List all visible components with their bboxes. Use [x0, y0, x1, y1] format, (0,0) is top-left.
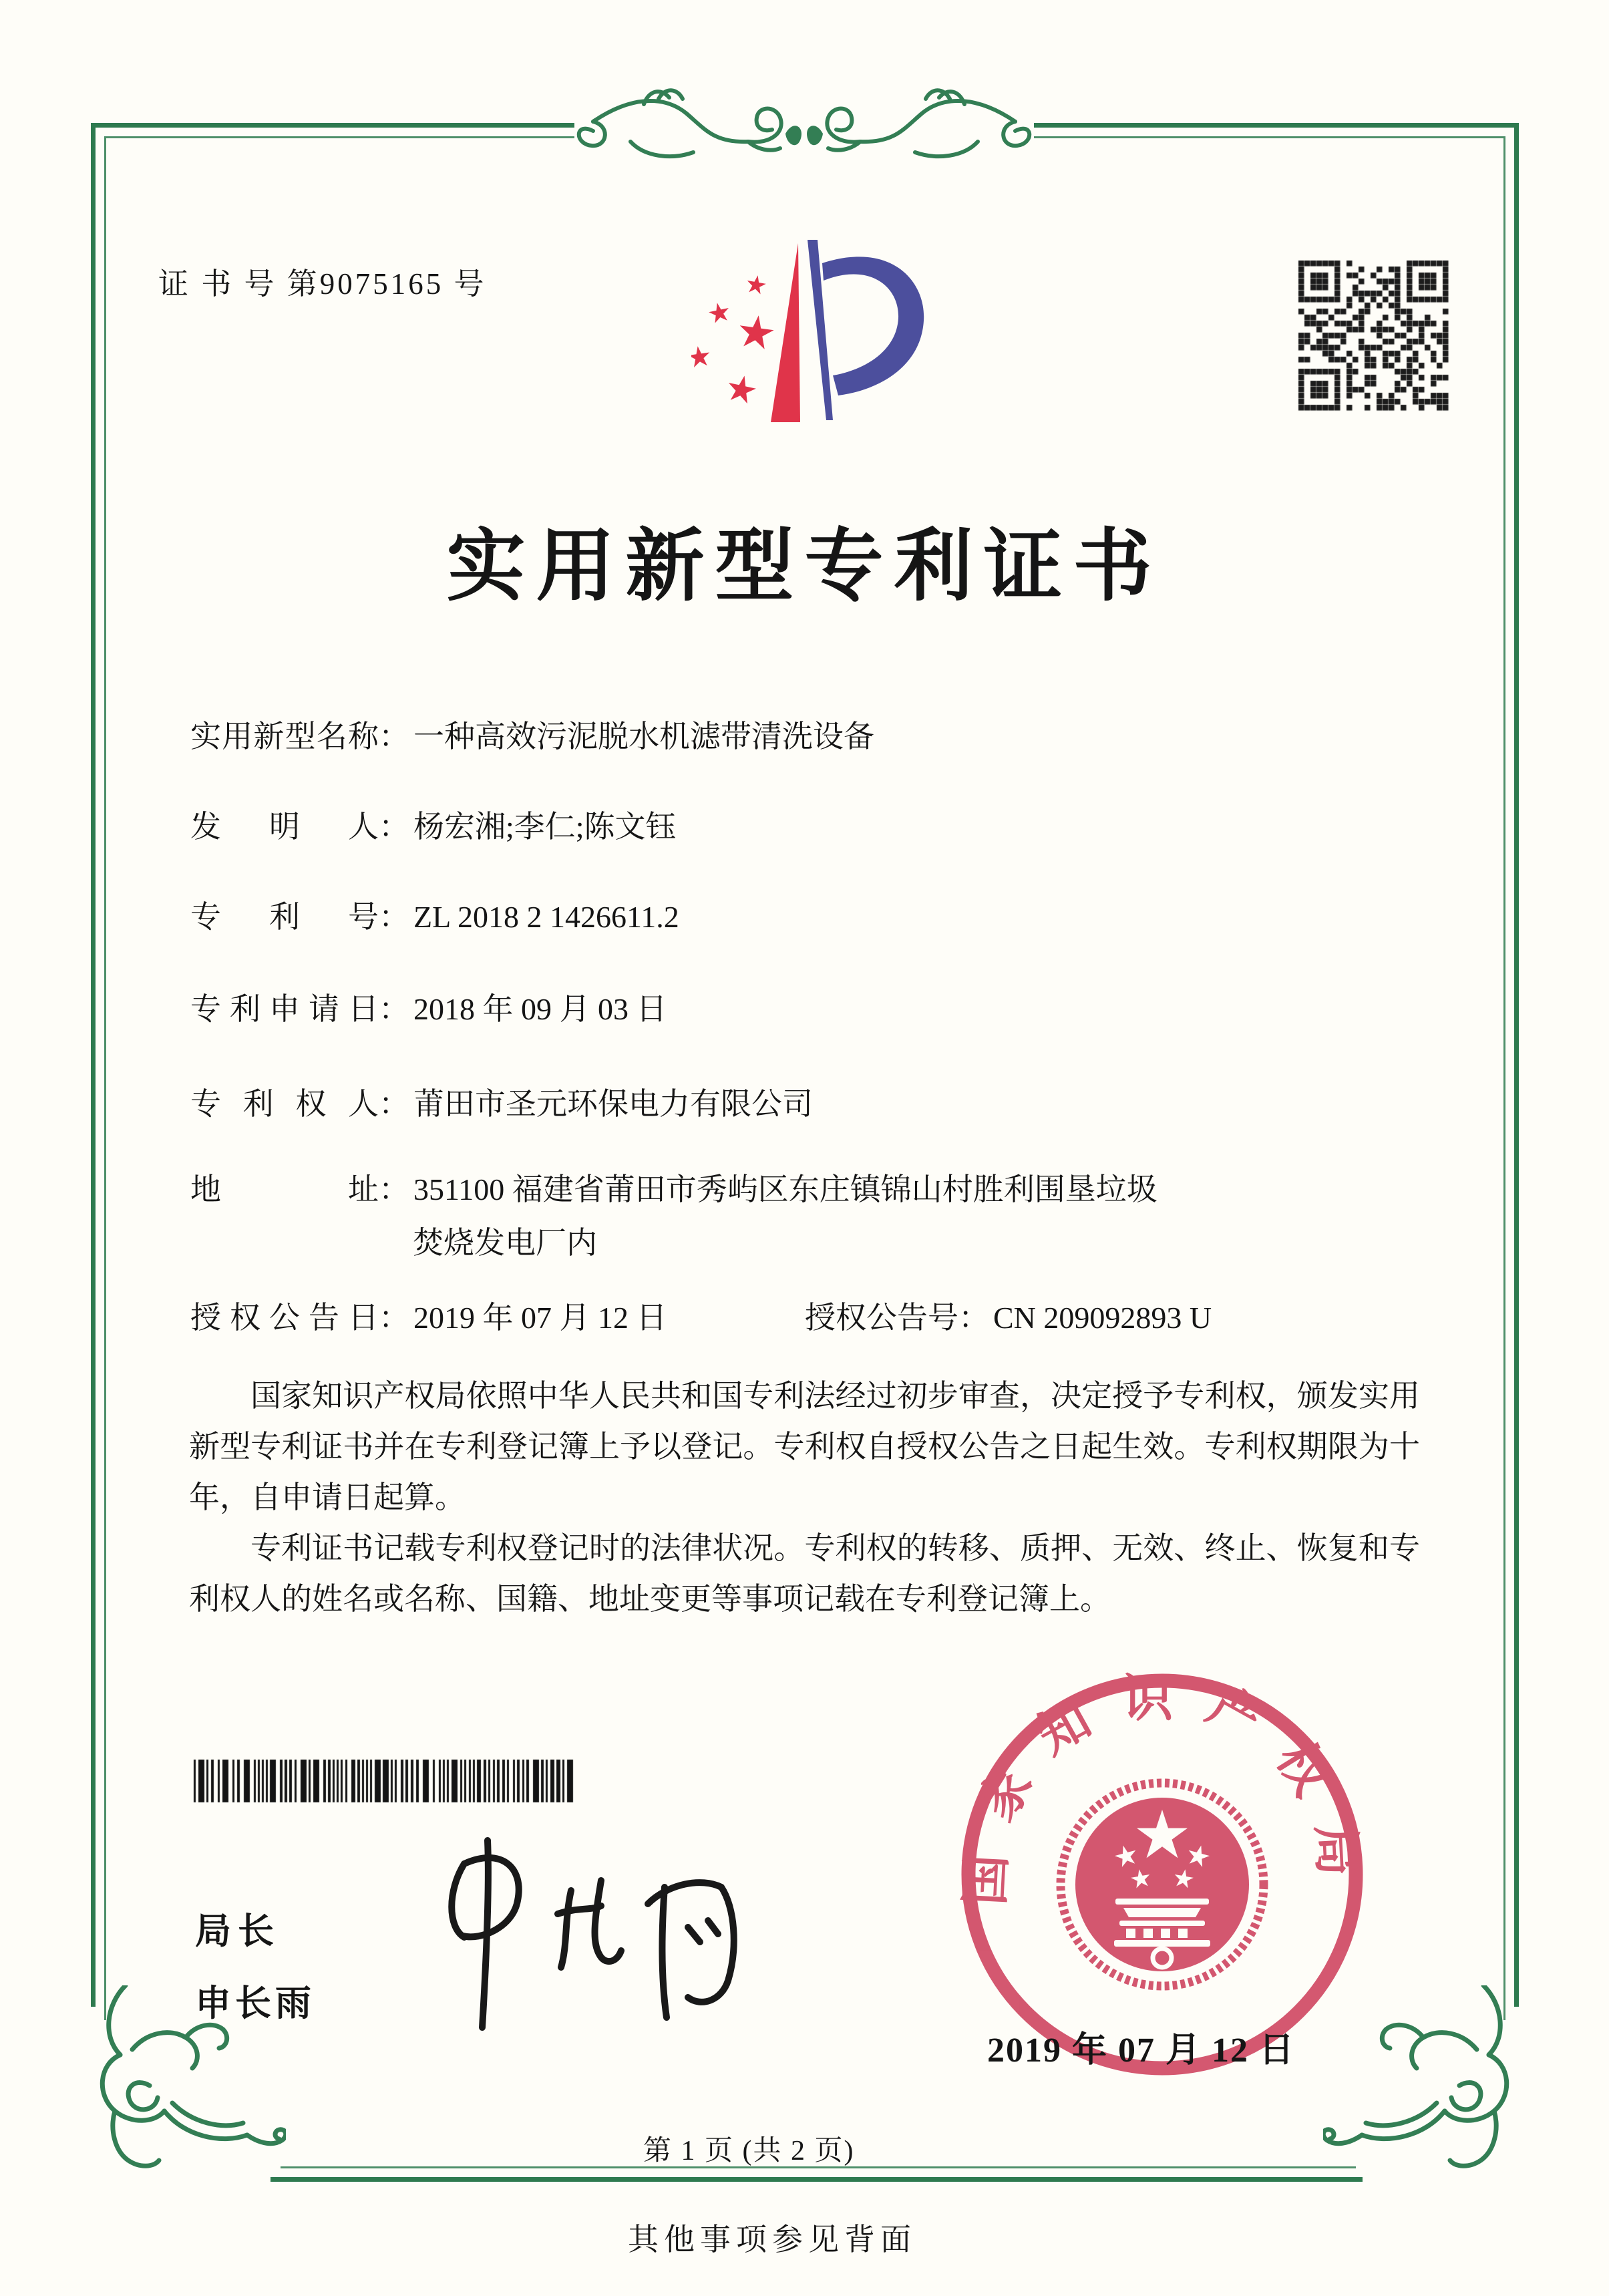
cnipa-logo-icon	[691, 235, 932, 429]
field-value: 莆田市圣元环保电力有限公司	[413, 1087, 813, 1121]
field-value: ZL 2018 2 1426611.2	[413, 900, 679, 934]
director-name: 申长雨	[195, 1983, 315, 2023]
field-row-patent-no	[190, 892, 679, 937]
national-emblem-icon	[1061, 1783, 1264, 1986]
field-label: 发明人	[190, 810, 379, 844]
field-row-filing-date	[190, 985, 667, 1029]
field-row-grant-number	[805, 1293, 1212, 1337]
field-row-inventors	[190, 802, 677, 846]
colon: ：	[379, 992, 409, 1026]
colon: ：	[379, 1172, 409, 1206]
field-label: 实用新型名称	[190, 719, 379, 754]
colon: ：	[379, 719, 409, 754]
field-row-grant-date	[190, 1293, 667, 1337]
seal-date: 2019 年 07 月 12 日	[987, 2031, 1296, 2070]
field-value-address-line2: 焚烧发电厂内	[413, 1226, 597, 1260]
certificate-title: 实用新型专利证书	[446, 523, 1163, 611]
field-label: 专利权人	[190, 1087, 379, 1121]
legal-paragraph: 国家知识产权局依照中华人民共和国专利法经过初步审查，决定授予专利权，颁发实用新型专利证书并在专利登记簿上予以登记。专利权自授权公告之日起生效。专利权期限为十年，自申请日起算。	[189, 1379, 1420, 1514]
field-label: 授权公告日	[190, 1301, 379, 1335]
director-title: 局长	[195, 1911, 281, 1951]
field-value: 2018 年 09 月 03 日	[413, 992, 667, 1026]
signature-icon	[401, 1827, 801, 2041]
dragon-ornament-icon	[550, 67, 1058, 180]
colon: ：	[379, 810, 409, 844]
legal-text	[189, 1371, 1420, 1625]
field-label: 专利号	[190, 900, 379, 934]
certificate-number: 证 书 号 第9075165 号	[158, 267, 487, 301]
field-value: 2019 年 07 月 12 日	[413, 1301, 667, 1335]
colon: ：	[379, 1087, 409, 1121]
colon: ：	[379, 1301, 409, 1335]
colon: ：	[958, 1301, 989, 1335]
field-row-name	[190, 712, 874, 756]
barcode	[192, 1760, 580, 1804]
field-label: 授权公告号	[805, 1301, 958, 1335]
qr-code	[1293, 255, 1453, 416]
field-value: 351100 福建省莆田市秀屿区东庄镇锦山村胜利围垦垃圾	[413, 1172, 1157, 1206]
field-label: 地址	[190, 1172, 379, 1206]
field-label: 专利申请日	[190, 992, 379, 1026]
field-value: 一种高效污泥脱水机滤带清洗设备	[413, 719, 874, 754]
legal-paragraph: 专利证书记载专利权登记时的法律状况。专利权的转移、质押、无效、终止、恢复和专利权人的姓名或名称、国籍、地址变更等事项记载在专利登记簿上。	[189, 1531, 1420, 1616]
field-row-address	[190, 1165, 1157, 1209]
seal-text: 国家知识产权局	[957, 1671, 1367, 1907]
page-indicator: 第 1 页 (共 2 页)	[643, 2136, 855, 2166]
field-row-patentee	[190, 1080, 813, 1124]
field-value: 杨宏湘;李仁;陈文钰	[413, 810, 677, 844]
colon: ：	[379, 900, 409, 934]
back-note: 其他事项参见背面	[628, 2223, 916, 2257]
field-value: CN 209092893 U	[993, 1301, 1212, 1335]
